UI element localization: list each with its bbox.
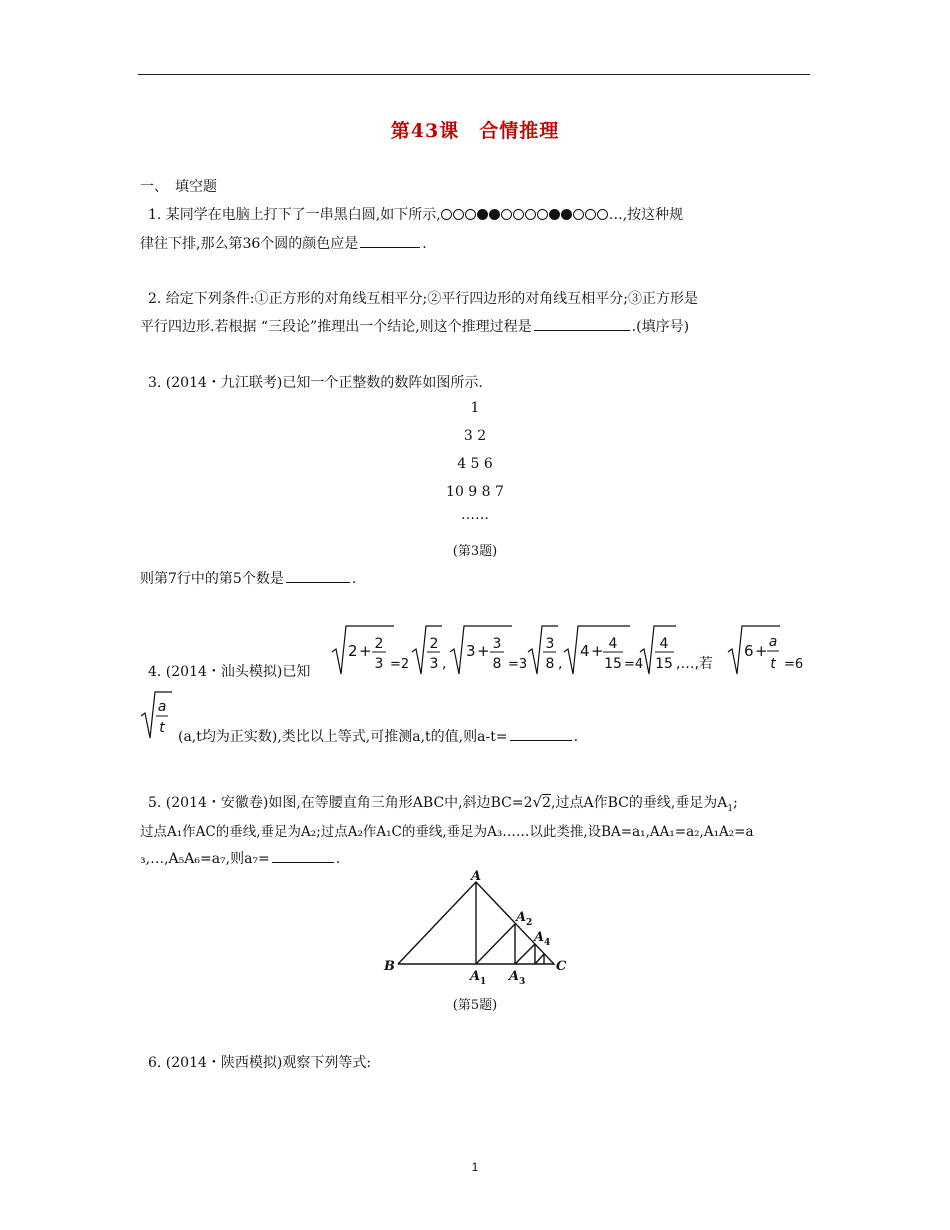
white-circle-icon [573, 209, 584, 220]
q1-line2 [140, 233, 427, 253]
svg-text:8: 8 [492, 656, 502, 672]
q3-period: . [351, 571, 357, 587]
black-circle-icon [477, 209, 488, 220]
svg-text:=2: =2 [390, 657, 410, 672]
q4-radical-a-over-t [140, 686, 174, 742]
q3-text: 则第7行中的第5个数是 [140, 571, 284, 587]
white-circle-icon [501, 209, 512, 220]
svg-text:t: t [159, 720, 165, 736]
svg-text:,: , [442, 656, 447, 672]
white-circle-icon [597, 209, 608, 220]
triangle-ellipsis: …… [461, 507, 489, 523]
svg-text:2: 2 [526, 918, 533, 928]
q6-line1: 6. (2014・陕西模拟)观察下列等式: [148, 1055, 372, 1071]
svg-text:1: 1 [480, 977, 487, 986]
svg-text:4: 4 [608, 636, 618, 652]
black-circle-icon [561, 209, 572, 220]
sqrt-arg: 2 [542, 795, 552, 811]
triangle-row: 10 9 8 7 [446, 484, 504, 500]
black-circle-icon [549, 209, 560, 220]
q2-line1: 2. 给定下列条件:①正方形的对角线互相平分;②平行四边形的对角线互相平分;③正方形是 [148, 291, 698, 307]
q1-text: 1. 某同学在电脑上打下了一串黑白圆,如下所示, [148, 207, 441, 223]
radical-term [564, 626, 713, 674]
svg-text:6: 6 [744, 642, 754, 660]
svg-text:=4: =4 [624, 657, 644, 672]
radical-n: 2 [348, 642, 358, 660]
svg-text:=6: =6 [784, 657, 804, 672]
black-circle-icon [489, 209, 500, 220]
header-rule [138, 74, 810, 75]
q4-line2 [178, 726, 578, 746]
q1-line1 [148, 204, 683, 224]
svg-text:3: 3 [492, 636, 502, 652]
q1-period: . [422, 236, 427, 252]
answer-blank[interactable] [286, 570, 350, 583]
q5-text: 5. (2014・安徽卷)如图,在等腰直角三角形ABC中,斜边BC=2 [148, 795, 533, 811]
section-heading: 一、 填空题 [140, 179, 217, 195]
q5-sub: 1 [727, 803, 734, 814]
svg-text:=3: =3 [508, 657, 528, 672]
svg-text:15: 15 [604, 656, 622, 672]
label-a: A [471, 869, 482, 884]
triangle-row: 4 5 6 [457, 456, 493, 472]
q3-line1: 3. (2014・九江联考)已知一个正整数的数阵如图所示. [148, 375, 483, 391]
answer-blank[interactable] [534, 318, 630, 331]
q1-question: 律往下排,那么第36个圆的颜色应是 [140, 236, 359, 252]
triangle-row: 3 2 [463, 428, 487, 444]
q2-question: 平行四边形.若根据 “三段论”推理出一个结论,则这个推理过程是 [140, 319, 532, 335]
triangle-row: 1 [470, 400, 480, 416]
label-a4: A [534, 930, 545, 945]
svg-text:3: 3 [429, 656, 439, 672]
q5-period: . [335, 851, 341, 867]
svg-text:3: 3 [519, 977, 526, 986]
page-number: 1 [471, 1160, 479, 1174]
q3-question [140, 568, 356, 588]
triangle-figure [380, 866, 570, 986]
svg-text:a: a [157, 699, 167, 715]
svg-text:+: + [591, 642, 604, 660]
q5-question: ₃,…,A₅A₆=a₇,则a₇= [140, 851, 270, 867]
svg-text:2: 2 [429, 636, 439, 652]
answer-blank[interactable] [360, 235, 420, 248]
svg-text:3: 3 [466, 642, 476, 660]
label-b: B [384, 959, 395, 974]
white-circle-icon [585, 209, 596, 220]
svg-text:+: + [755, 642, 768, 660]
q5-line1 [148, 792, 738, 814]
q5-line2: 过点A₁作AC的垂线,垂足为A₂;过点A₂作A₁C的垂线,垂足为A₃……以此类推,设BA=a₁,AA₁=a₂,A₁A₂=a [140, 824, 754, 840]
radical-term [332, 626, 446, 674]
q1-text-end: …,按这种规 [608, 207, 684, 223]
sqrt-symbol: √ [532, 793, 543, 811]
svg-text:3: 3 [374, 656, 384, 672]
svg-text:t: t [770, 656, 776, 672]
segment-a3-a4 [515, 944, 535, 964]
circle-sequence [441, 207, 609, 223]
q4-equation-group [330, 618, 810, 678]
answer-blank[interactable] [510, 728, 572, 741]
q4-question: (a,t均为正实数),类比以上等式,可推测a,t的值,则a-t= [178, 729, 508, 745]
svg-text:8: 8 [545, 656, 555, 672]
label-a2: A [516, 910, 527, 925]
radical-term [450, 626, 562, 674]
white-circle-icon [441, 209, 452, 220]
segment-a1-a2 [476, 924, 515, 964]
svg-text:4: 4 [580, 642, 590, 660]
svg-text:+: + [359, 642, 372, 660]
svg-text:,: , [558, 656, 563, 672]
label-c: C [556, 959, 567, 974]
radical-term [728, 626, 803, 674]
white-circle-icon [525, 209, 536, 220]
svg-text:2: 2 [374, 636, 384, 652]
q5-line3 [140, 848, 340, 868]
page-title: 第43课 合情推理 [390, 120, 560, 142]
white-circle-icon [465, 209, 476, 220]
q2-suffix: .(填序号) [631, 319, 690, 335]
white-circle-icon [513, 209, 524, 220]
svg-text:15: 15 [655, 656, 673, 672]
svg-text:4: 4 [659, 636, 669, 652]
segment-a5-a6 [535, 954, 544, 964]
q5-text-b: ,过点A作BC的垂线,垂足为A [551, 795, 728, 811]
white-circle-icon [453, 209, 464, 220]
answer-blank[interactable] [272, 850, 334, 863]
svg-text:4: 4 [544, 938, 551, 948]
q4-prefix: 4. (2014・汕头模拟)已知 [148, 664, 311, 680]
svg-text:a: a [768, 634, 778, 650]
figure-caption: (第5题) [452, 998, 498, 1013]
q5-semicolon: ; [733, 795, 738, 811]
svg-text:+: + [477, 642, 490, 660]
svg-text:,…,若: ,…,若 [676, 656, 713, 672]
figure-caption: (第3题) [452, 544, 498, 559]
q2-line2 [140, 316, 689, 336]
label-a1: A [470, 969, 481, 984]
white-circle-icon [537, 209, 548, 220]
label-a3: A [509, 969, 520, 984]
q4-period: . [573, 729, 579, 745]
svg-text:3: 3 [545, 636, 555, 652]
